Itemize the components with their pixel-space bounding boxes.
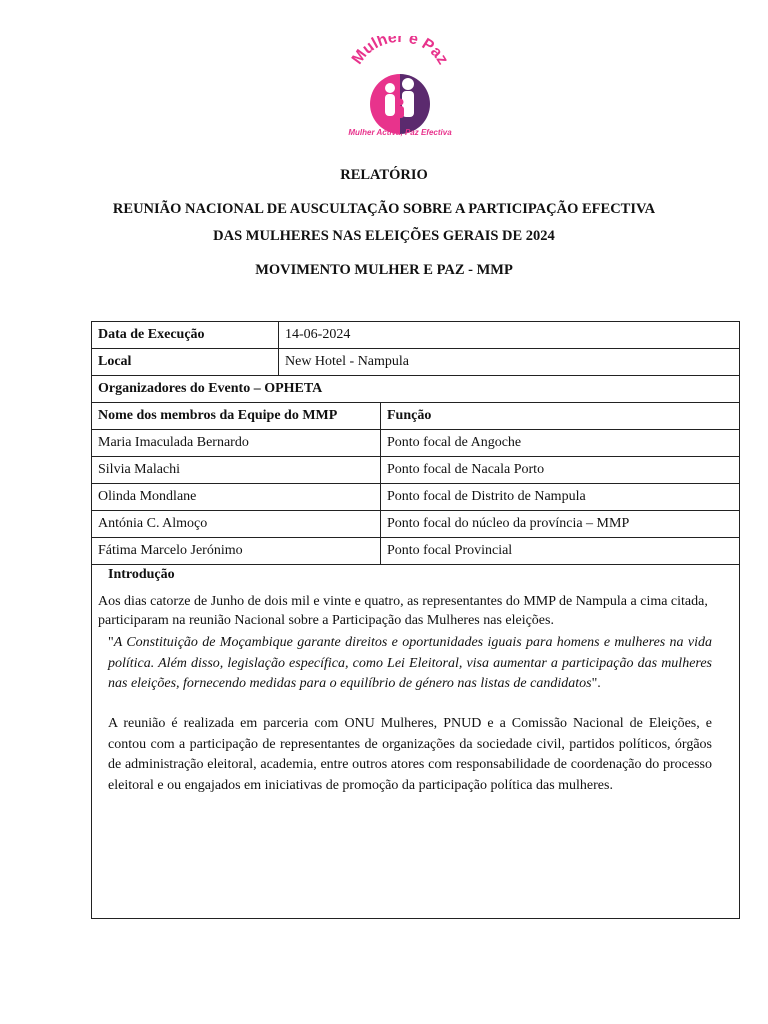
introduction-cell	[92, 565, 740, 919]
team-header-row	[92, 403, 740, 430]
member-name: Silvia Malachi	[92, 457, 381, 484]
date-label: Data de Execução	[92, 322, 279, 349]
meeting-title-line-1: REUNIÃO NACIONAL DE AUSCULTAÇÃO SOBRE A PARTICIPAÇÃO EFECTIVA	[112, 201, 656, 217]
member-name: Olinda Mondlane	[92, 484, 381, 511]
local-label: Local	[92, 349, 279, 376]
member-name: Fátima Marcelo Jerónimo	[92, 538, 381, 565]
logo-graphic	[336, 36, 464, 140]
organizers-row	[92, 376, 740, 403]
svg-text:Mulher e Paz	[349, 36, 451, 68]
table-row	[92, 484, 740, 511]
introduction-row	[92, 565, 740, 919]
introduction-heading: Introdução	[108, 567, 175, 582]
member-role: Ponto focal de Distrito de Nampula	[381, 484, 740, 511]
meeting-title-line-2: DAS MULHERES NAS ELEIÇÕES GERAIS DE 2024	[213, 228, 555, 244]
logo-tagline: Mulher Activa, Paz Efectiva	[348, 128, 452, 137]
mulher-e-paz-logo	[336, 36, 464, 140]
member-role: Ponto focal de Nacala Porto	[381, 457, 740, 484]
organizers-text: Organizadores do Evento – OPHETA	[92, 376, 740, 403]
member-name: Antónia C. Almoço	[92, 511, 381, 538]
constitution-quote: "A Constituição de Moçambique garante direitos e oportunidades iguais para homens e mulheres na vida política. Além disso, legislação específica, como Lei Eleitoral, visa aumentar a participação das mulheres nas eleições, fornecendo medidas para o equilíbrio de género nas listas de candidatos".	[108, 635, 712, 691]
member-name: Maria Imaculada Bernardo	[92, 430, 381, 457]
table-row	[92, 457, 740, 484]
local-row	[92, 349, 740, 376]
introduction-paragraph-1: Aos dias catorze de Junho de dois mil e vinte e quatro, as representantes do MMP de Nampula a cima citada, participaram na reunião Nacional sobre a Participação das Mulheres nas eleições.	[98, 594, 708, 628]
table-row	[92, 430, 740, 457]
local-value: New Hotel - Nampula	[279, 349, 740, 376]
logo-arc-text: Mulher e Paz	[348, 36, 452, 68]
table-row	[92, 538, 740, 565]
team-role-header: Função	[381, 403, 740, 430]
team-name-header: Nome dos membros da Equipe do MMP	[92, 403, 381, 430]
report-table	[91, 321, 740, 919]
date-value: 14-06-2024	[279, 322, 740, 349]
report-title: RELATÓRIO	[340, 167, 428, 183]
date-row	[92, 322, 740, 349]
constitution-quote-text: A Constituição de Moçambique garante direitos e oportunidades iguais para homens e mulheres na vida política. Além disso, legislação específica, como Lei Eleitoral, visa aumentar a participação das mulheres nas eleições, fornecendo medidas para o equilíbrio de género nas listas de candidatos	[108, 635, 712, 691]
organization-title: MOVIMENTO MULHER E PAZ - MMP	[255, 262, 513, 278]
member-role: Ponto focal do núcleo da província – MMP	[381, 511, 740, 538]
introduction-paragraph-2: A reunião é realizada em parceria com ONU Mulheres, PNUD e a Comissão Nacional de Eleições, e contou com a participação de representantes de organizações da sociedade civil, partidos políticos, órgãos de administração eleitoral, academia, entre outros atores com responsabilidade de coordenação do processo eleitoral e ou engajados em iniciativas de promoção da participação política das mulheres.	[108, 716, 712, 793]
member-role: Ponto focal de Angoche	[381, 430, 740, 457]
member-role: Ponto focal Provincial	[381, 538, 740, 565]
table-row	[92, 511, 740, 538]
